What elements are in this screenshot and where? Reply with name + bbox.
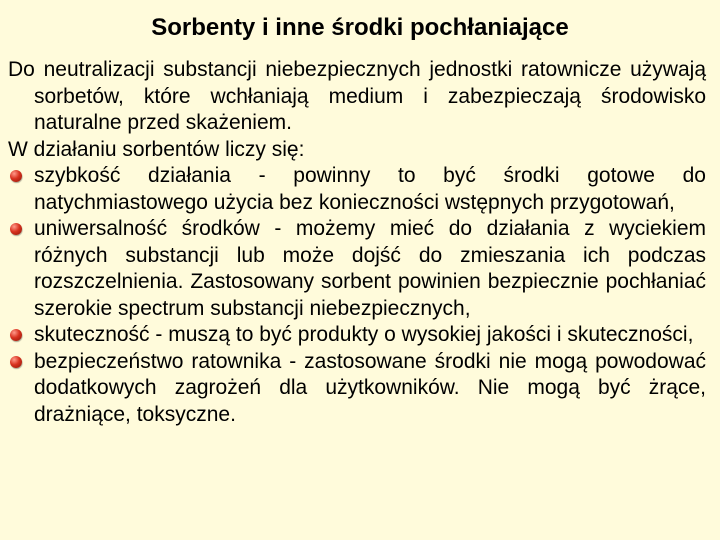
bullet-item-effectiveness	[8, 322, 706, 349]
slide-content	[8, 57, 706, 428]
bullet-text: skuteczność - muszą to być produkty o wysokiej jakości i skuteczności,	[34, 323, 694, 346]
intro-paragraph: Do neutralizacji substancji niebezpiecznych jednostki ratownicze używają sorbetów, które wchłaniają medium i zabezpieczają środowisko naturalne przed skażeniem.	[8, 58, 706, 134]
bullet-item-speed	[8, 163, 706, 216]
bullet-item-universality	[8, 216, 706, 322]
red-ball-bullet-icon	[10, 223, 22, 235]
bullet-text: szybkość działania - powinny to być środki gotowe do natychmiastowego użycia bez konieczności wstępnych przygotowań,	[34, 164, 706, 214]
red-ball-bullet-icon	[10, 329, 22, 341]
bullet-list	[8, 163, 706, 428]
slide-title: Sorbenty i inne środki pochłaniające	[151, 14, 569, 41]
bullet-text: uniwersalność środków - możemy mieć do działania z wyciekiem różnych substancji lub może dojść do zmieszania ich podczas rozszczelnienia. Zastosowany sorbent powinien bezpiecznie pochłaniać szerokie spectrum substancji niebezpiecznych,	[34, 217, 706, 320]
red-ball-bullet-icon	[10, 356, 22, 368]
lead-paragraph: W działaniu sorbentów liczy się:	[8, 137, 305, 161]
red-ball-bullet-icon	[10, 170, 22, 182]
bullet-text: bezpieczeństwo ratownika - zastosowane środki nie mogą powodować dodatkowych zagrożeń dla użytkowników. Nie mogą być żrące, drażniące, toksyczne.	[34, 349, 706, 426]
bullet-item-safety	[8, 349, 706, 429]
